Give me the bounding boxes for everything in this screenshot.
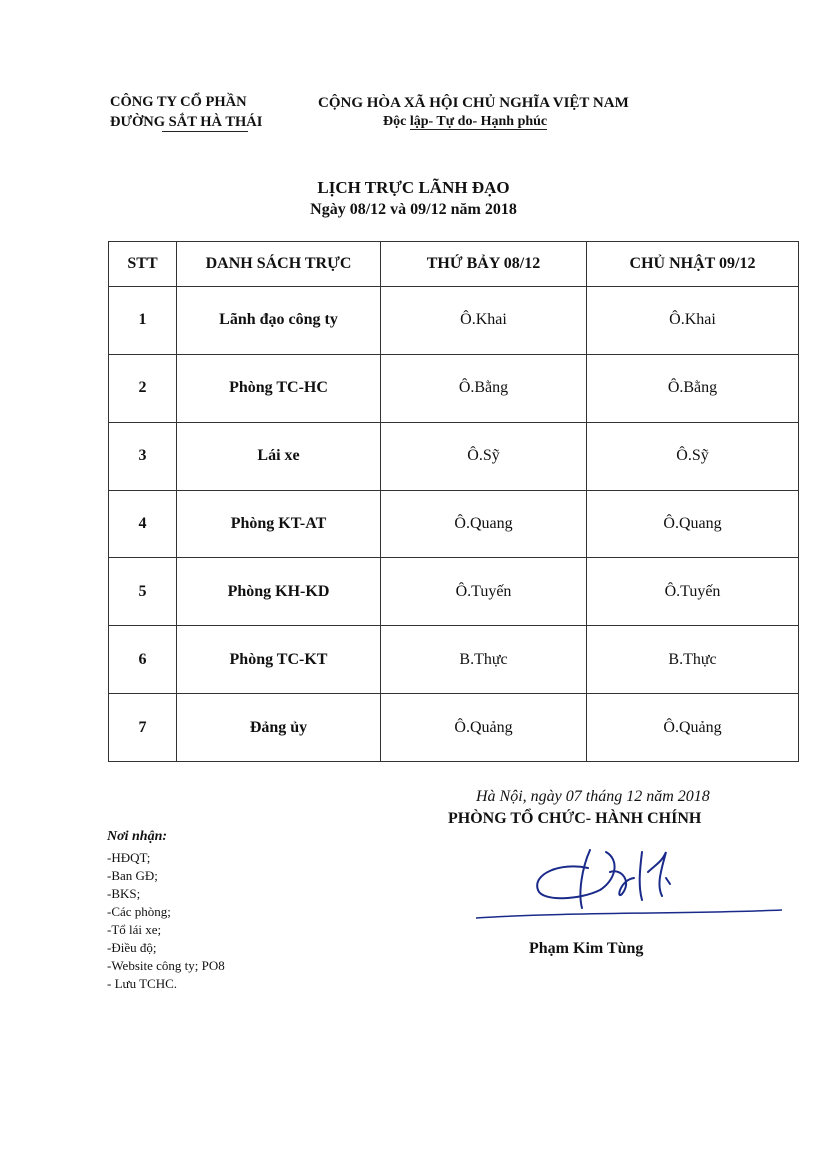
cell-stt: 1 [109, 287, 177, 355]
company-name-line1: CÔNG TY CỔ PHẦN [110, 94, 247, 110]
table-row [109, 354, 799, 422]
recipient-item: -Điều độ; [107, 940, 157, 955]
cell-department: Lãnh đạo công ty [177, 287, 381, 355]
table-row [109, 626, 799, 694]
signature [470, 838, 790, 938]
cell-stt: 5 [109, 558, 177, 626]
table-row [109, 490, 799, 558]
signer-name: Phạm Kim Tùng [529, 940, 644, 957]
document-title: LỊCH TRỰC LÃNH ĐẠO [317, 178, 510, 197]
table-row [109, 558, 799, 626]
cell-sunday: Ô.Tuyến [587, 558, 799, 626]
cell-stt: 4 [109, 490, 177, 558]
signature-strokes [537, 850, 670, 908]
national-motto [383, 114, 547, 130]
cell-department: Đảng ủy [177, 694, 381, 762]
document-subtitle: Ngày 08/12 và 09/12 năm 2018 [310, 201, 517, 218]
cell-stt: 3 [109, 422, 177, 490]
cell-sunday: Ô.Quang [587, 490, 799, 558]
recipients-title: Nơi nhận: [107, 829, 168, 844]
recipient-item: -HĐQT; [107, 850, 151, 865]
cell-department: Phòng KT-AT [177, 490, 381, 558]
header-duty-list: DANH SÁCH TRỰC [177, 242, 381, 287]
recipients-list [107, 849, 225, 993]
signature-baseline [476, 910, 782, 918]
duty-schedule-table [108, 241, 799, 762]
recipient-item: -Các phòng; [107, 904, 171, 919]
cell-department: Phòng TC-KT [177, 626, 381, 694]
recipient-item: - Lưu TCHC. [107, 976, 178, 991]
cell-sunday: Ô.Quảng [587, 694, 799, 762]
cell-sunday: Ô.Sỹ [587, 422, 799, 490]
cell-saturday: Ô.Khai [381, 287, 587, 355]
cell-sunday: Ô.Khai [587, 287, 799, 355]
motto-part2: lập- Tự do- Hạnh phúc [409, 114, 548, 129]
company-underline [162, 131, 248, 132]
table-row [109, 287, 799, 355]
recipient-item: -Ban GĐ; [107, 868, 158, 883]
cell-stt: 7 [109, 694, 177, 762]
cell-saturday: Ô.Quang [381, 490, 587, 558]
company-name-line2: ĐƯỜNG SẮT HÀ THÁI [110, 114, 263, 130]
cell-saturday: Ô.Tuyến [381, 558, 587, 626]
recipient-item: -Website công ty; PO8 [107, 958, 225, 973]
table-row [109, 422, 799, 490]
cell-department: Phòng TC-HC [177, 354, 381, 422]
cell-stt: 6 [109, 626, 177, 694]
motto-part1: Độc [383, 114, 410, 129]
table-header-row [109, 242, 799, 287]
cell-saturday: Ô.Quảng [381, 694, 587, 762]
cell-saturday: B.Thực [381, 626, 587, 694]
cell-sunday: Ô.Bằng [587, 354, 799, 422]
header-saturday: THỨ BẢY 08/12 [381, 242, 587, 287]
issuing-office: PHÒNG TỔ CHỨC- HÀNH CHÍNH [448, 810, 702, 827]
company-name [110, 92, 262, 132]
cell-department: Phòng KH-KD [177, 558, 381, 626]
nation-title: CỘNG HÒA XÃ HỘI CHỦ NGHĨA VIỆT NAM [318, 95, 629, 111]
table-row [109, 694, 799, 762]
recipient-item: -BKS; [107, 886, 141, 901]
cell-department: Lái xe [177, 422, 381, 490]
cell-stt: 2 [109, 354, 177, 422]
cell-saturday: Ô.Bằng [381, 354, 587, 422]
place-date: Hà Nội, ngày 07 tháng 12 năm 2018 [476, 788, 710, 805]
cell-saturday: Ô.Sỹ [381, 422, 587, 490]
header-stt: STT [109, 242, 177, 287]
cell-sunday: B.Thực [587, 626, 799, 694]
header-sunday: CHỦ NHẬT 09/12 [587, 242, 799, 287]
recipient-item: -Tổ lái xe; [107, 922, 162, 937]
